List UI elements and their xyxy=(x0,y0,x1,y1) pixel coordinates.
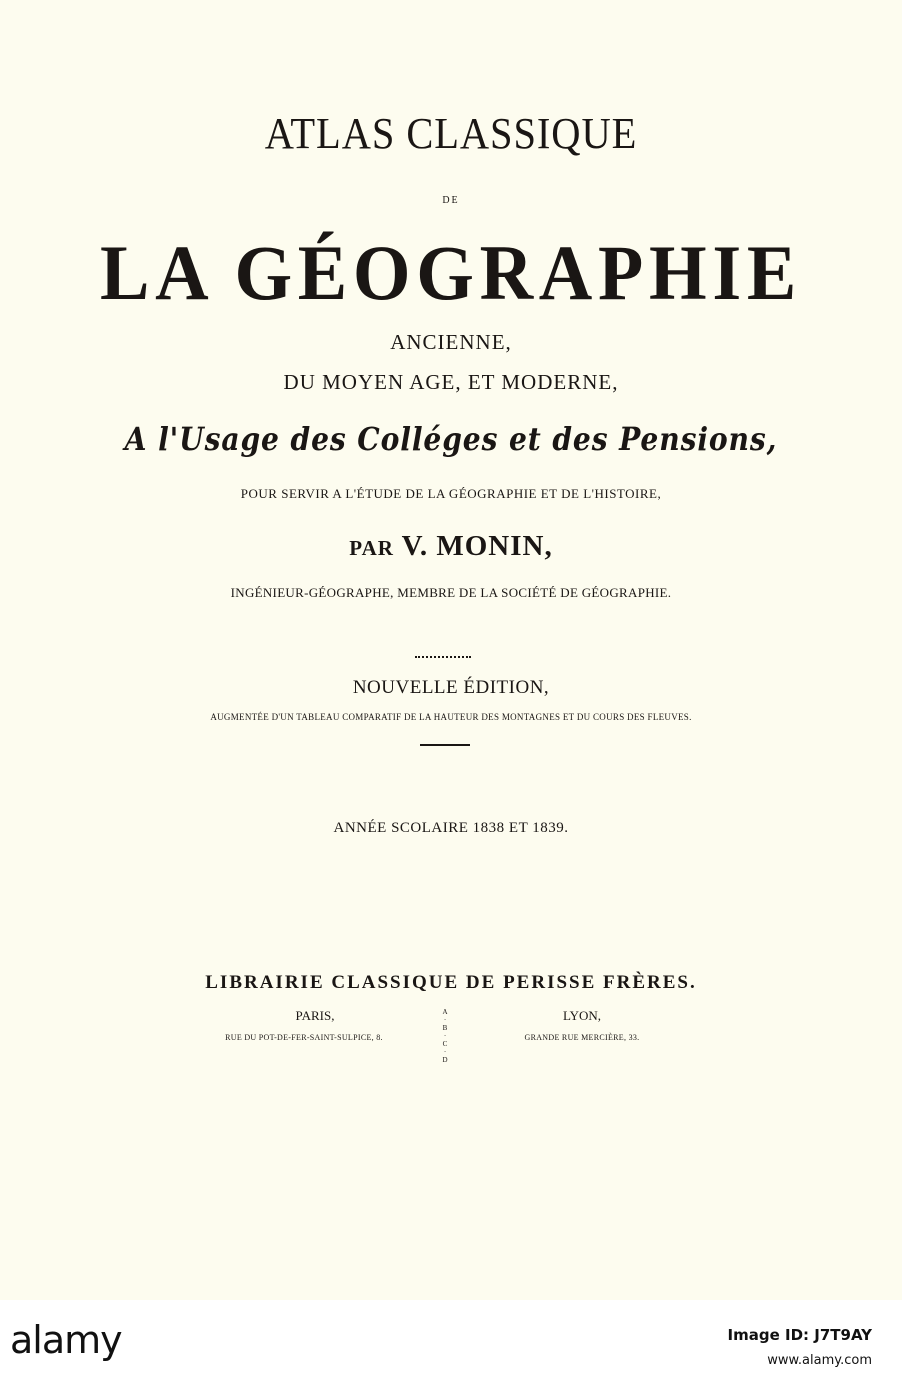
watermark-brand-logo: alamy xyxy=(10,1318,122,1362)
author-name: V. MONIN, xyxy=(401,530,553,562)
divider-bottom xyxy=(420,744,470,746)
author-par: PAR xyxy=(349,536,394,560)
school-year: ANNÉE SCOLAIRE 1838 ET 1839. xyxy=(333,820,569,836)
subtitle-periods: DU MOYEN AGE, ET MODERNE, xyxy=(283,370,619,394)
publisher-address-paris: RUE DU POT-DE-FER-SAINT-SULPICE, 8. xyxy=(225,1033,383,1042)
divider-top xyxy=(415,656,471,658)
main-title: LA GÉOGRAPHIE xyxy=(99,229,802,316)
purpose-line: POUR SERVIR A L'ÉTUDE DE LA GÉOGRAPHIE ET DE L'HISTOIRE, xyxy=(240,486,662,501)
title-line-1: ATLAS CLASSIQUE xyxy=(264,109,638,158)
watermark-url: www.alamy.com xyxy=(767,1353,872,1368)
publisher-city-paris: PARIS, xyxy=(295,1008,335,1023)
edition-description: AUGMENTÉE D'UN TABLEAU COMPARATIF DE LA HAUTEUR DES MONTAGNES ET DU COURS DES FLEUVES. xyxy=(210,712,692,722)
subtitle-ancienne: ANCIENNE, xyxy=(390,330,512,354)
author-line xyxy=(0,530,902,563)
edition-label: NOUVELLE ÉDITION, xyxy=(352,677,550,698)
publisher-city-lyon: LYON, xyxy=(562,1008,602,1023)
city-divider-text: A·B·C·D xyxy=(442,1008,448,1064)
title-de: DE xyxy=(442,195,460,206)
publisher-address-lyon: GRANDE RUE MERCIÈRE, 33. xyxy=(524,1033,640,1042)
watermark-image-id: Image ID: J7T9AY xyxy=(727,1326,872,1344)
publisher-name: LIBRAIRIE CLASSIQUE DE PERISSE FRÈRES. xyxy=(205,972,697,993)
watermark-footer xyxy=(0,1300,902,1390)
city-divider xyxy=(440,1008,450,1064)
usage-line: A l'Usage des Colléges et des Pensions, xyxy=(124,420,778,458)
author-role: INGÉNIEUR-GÉOGRAPHE, MEMBRE DE LA SOCIÉTÉ DE GÉOGRAPHIE. xyxy=(230,585,672,600)
